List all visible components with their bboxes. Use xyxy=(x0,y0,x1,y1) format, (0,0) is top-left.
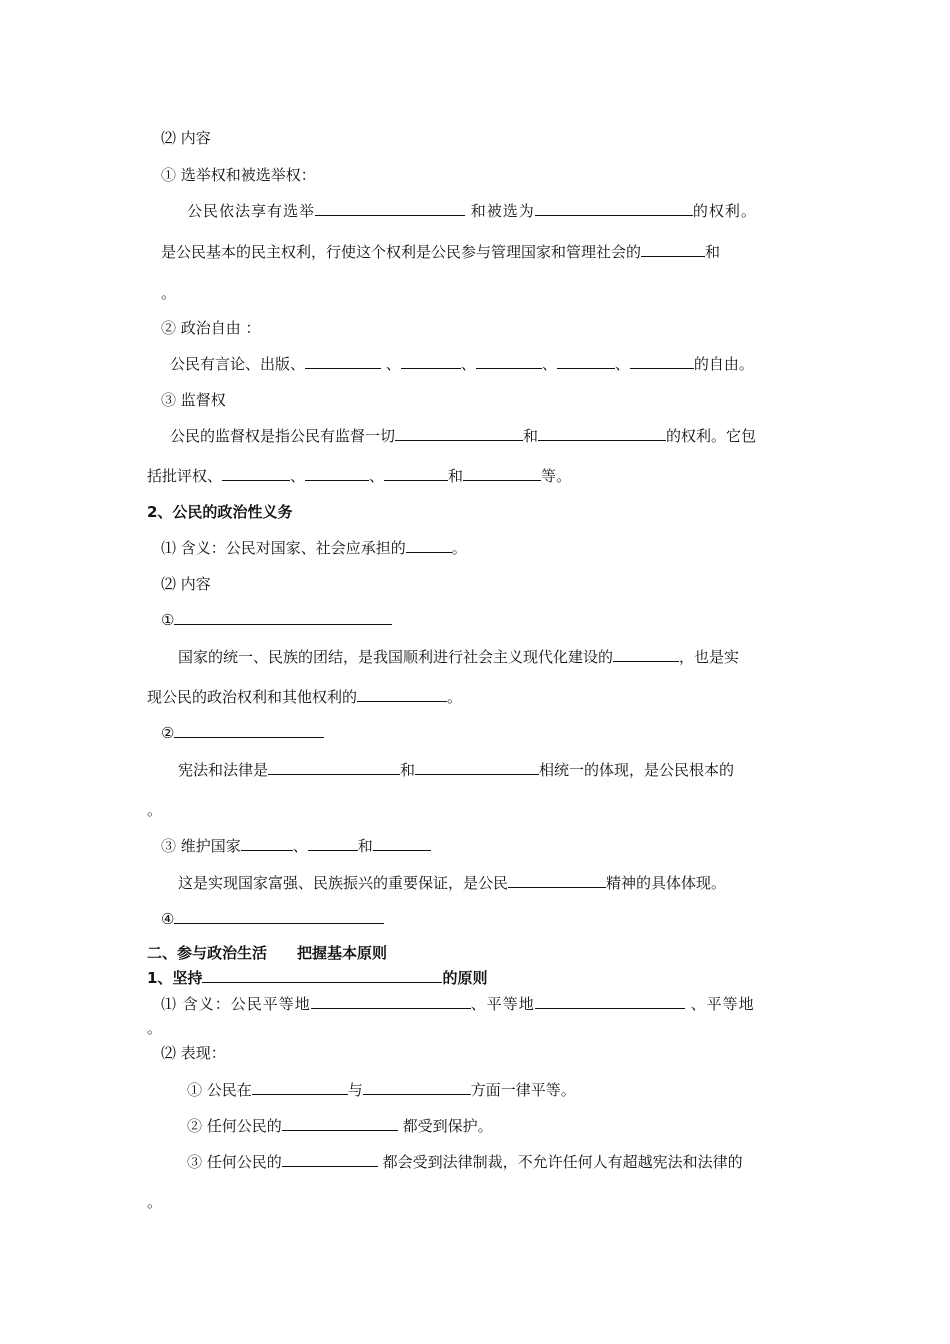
manifestation-1: ① 公民在 与 方面一律平等。 xyxy=(187,1081,576,1099)
fill-blank[interactable] xyxy=(174,909,384,924)
fill-blank[interactable] xyxy=(538,426,666,441)
fill-blank[interactable] xyxy=(415,760,539,775)
fill-blank[interactable] xyxy=(476,354,542,369)
fill-blank[interactable] xyxy=(222,466,290,481)
section-manifestation: ⑵ 表现： xyxy=(161,1044,226,1062)
fill-blank[interactable] xyxy=(406,538,452,553)
sentence-end-4: 。 xyxy=(147,1193,163,1211)
manifestation-2: ② 任何公民的 都受到保护。 xyxy=(187,1117,493,1135)
fill-blank[interactable] xyxy=(174,723,324,738)
sentence-end-3: 。 xyxy=(147,1019,163,1037)
duty-item-2: ② xyxy=(161,723,324,743)
fill-blank[interactable] xyxy=(630,354,694,369)
sentence-democratic-right: 是公民基本的民主权利，行使这个权利是公民参与管理国家和管理社会的 和 xyxy=(161,243,721,261)
fill-blank[interactable] xyxy=(535,201,693,216)
item-1-title: ① 选举权和被选举权： xyxy=(161,166,316,184)
section-content-heading-2: ⑵ 内容 xyxy=(161,575,211,593)
heading-basic-principles: 二、参与政治生活 把握基本原则 xyxy=(147,944,388,962)
sentence-patriotism: 这是实现国家富强、民族振兴的重要保证，是公民 精神的具体体现。 xyxy=(178,874,727,892)
duty-item-3: ③ 维护国家 、 和 xyxy=(161,836,431,856)
fill-blank[interactable] xyxy=(373,836,431,851)
fill-blank[interactable] xyxy=(384,466,448,481)
fill-blank[interactable] xyxy=(641,242,705,257)
fill-blank[interactable] xyxy=(174,610,392,625)
sentence-national-unity: 国家的统一、民族的团结，是我国顺利进行社会主义现代化建设的 ，也是实 xyxy=(178,648,740,666)
fill-blank[interactable] xyxy=(535,994,685,1009)
fill-blank[interactable] xyxy=(401,354,461,369)
heading-equality-principle: 1、坚持 的原则 xyxy=(147,969,488,987)
fill-blank[interactable] xyxy=(202,968,442,983)
sentence-constitution: 宪法和法律是 和 相统一的体现，是公民根本的 xyxy=(178,761,735,779)
manifestation-3: ③ 任何公民的 都会受到法律制裁，不允许任何人有超越宪法和法律的 xyxy=(187,1153,743,1171)
fill-blank[interactable] xyxy=(395,426,523,441)
fill-blank[interactable] xyxy=(282,1152,378,1167)
heading-political-duties: 2、公民的政治性义务 xyxy=(147,503,293,521)
fill-blank[interactable] xyxy=(311,994,471,1009)
fill-blank[interactable] xyxy=(363,1080,471,1095)
sentence-political-freedom: 公民有言论、出版、 、 、 、 、 的自由。 xyxy=(170,355,754,373)
fill-blank[interactable] xyxy=(252,1080,348,1095)
fill-blank[interactable] xyxy=(557,354,615,369)
fill-blank[interactable] xyxy=(282,1116,398,1131)
fill-blank[interactable] xyxy=(268,760,400,775)
fill-blank[interactable] xyxy=(315,201,465,216)
sentence-duty-meaning: ⑴ 含义：公民对国家、社会应承担的 。 xyxy=(161,539,467,557)
sentence-national-unity-cont: 现公民的政治权利和其他权利的 。 xyxy=(147,688,463,706)
sentence-equality-meaning: ⑴ 含义：公民平等地 、平等地 、平等地 xyxy=(161,995,755,1013)
section-content-heading: ⑵ 内容 xyxy=(161,129,211,147)
sentence-supervision-cont: 括批评权、 、 、 和 等。 xyxy=(147,467,572,485)
duty-item-1: ① xyxy=(161,610,392,630)
sentence-supervision: 公民的监督权是指公民有监督一切 和 的权利。它包 xyxy=(170,427,757,445)
fill-blank[interactable] xyxy=(241,836,293,851)
fill-blank[interactable] xyxy=(463,466,541,481)
duty-item-4: ④ xyxy=(161,909,384,929)
fill-blank[interactable] xyxy=(357,687,447,702)
fill-blank[interactable] xyxy=(508,873,606,888)
sentence-election: 公民依法享有选举 和被选为 的权利。 xyxy=(187,202,757,220)
sentence-end-2: 。 xyxy=(147,801,163,819)
item-3-title: ③ 监督权 xyxy=(161,391,226,409)
fill-blank[interactable] xyxy=(613,647,679,662)
sentence-end: 。 xyxy=(161,284,177,302)
fill-blank[interactable] xyxy=(305,466,369,481)
fill-blank[interactable] xyxy=(305,354,381,369)
item-2-title: ② 政治自由 ： xyxy=(161,319,261,337)
fill-blank[interactable] xyxy=(308,836,358,851)
